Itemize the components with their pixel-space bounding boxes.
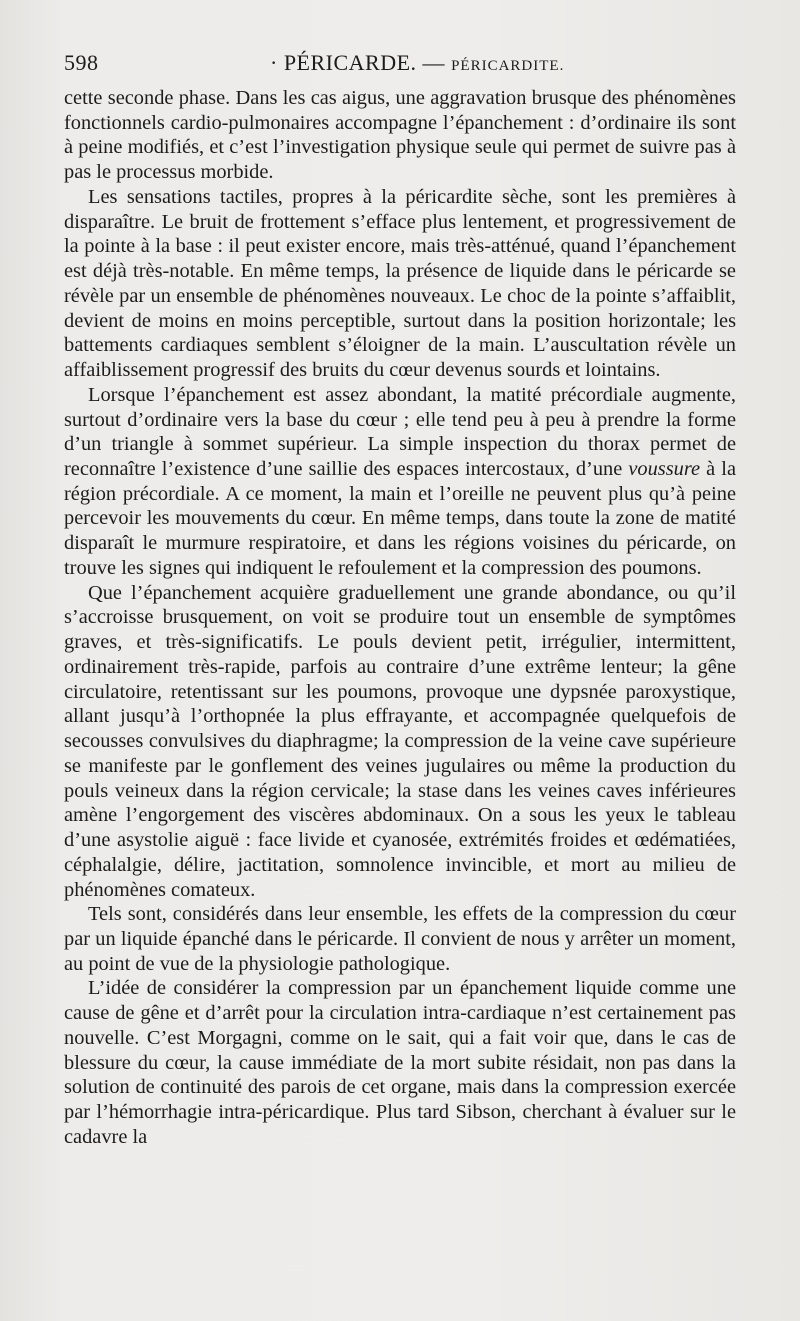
page-number: 598: [64, 50, 99, 75]
running-title: [270, 48, 564, 81]
paragraph-5: Tels sont, considérés dans leur ensemble, les effets de la compression du cœur par un liquide épanché dans le péricarde. Il convient de nous y arrêter un moment, au point de vue de la physiologie pathologique.: [64, 903, 736, 975]
paragraph-2: Les sensations tactiles, propres à la péricardite sèche, sont les premières à disparaître. Le bruit de frottement s’efface plus lentement, et progressivement de la pointe à la base : il peut exister encore, mais très-atténué, quand l’épanchement est déjà très-notable. En même temps, la présence de liquide dans le péricarde se révèle par un ensemble de phénomènes nouveaux. Le choc de la pointe s’affaiblit, devient de moins en moins perceptible, surtout dans la position horizontale; les battements cardiaques semblent s’éloigner de la main. L’auscultation révèle un affaiblissement progressif des bruits du cœur devenus sourds et lointains.: [64, 185, 736, 382]
paragraph-1: cette seconde phase. Dans les cas aigus, une aggravation brusque des phénomènes fonctionnels cardio-pulmonaires accompagne l’épanchement : d’ordinaire ils sont à peine modifiés, et c’est l’investigation physique seule qui permet de suivre pas à pas le processus morbide.: [64, 87, 736, 184]
paragraph-6: L’idée de considérer la compression par un épanchement liquide comme une cause de gêne et d’arrêt pour la circulation intra-cardiaque n’est certainement pas nouvelle. C’est Morgagni, comme on le sait, qui a fait voir que, dans le cas de blessure du cœur, la cause immédiate de la mort subite résidait, non pas dans la solution de continuité des parois de cet organe, mais dans la compression exercée par l’hémorrhagie intra-péricardique. Plus tard Sibson, cherchant à évaluer sur le cadavre la: [64, 977, 736, 1148]
paragraph-3: [64, 383, 736, 581]
paragraph-4: Que l’épanchement acquière graduellement une grande abondance, ou qu’il s’accroisse brusquement, on voit se produire tout un ensemble de symptômes graves, et très-significatifs. Le pouls devient petit, irrégulier, intermittent, ordinairement très-rapide, parfois au contraire d’une extrême lenteur; la gêne circulatoire, retentissant sur les poumons, provoque une dypsnée paroxystique, allant jusqu’à l’orthopnée la plus effrayante, et accompagnée quelquefois de secousses convulsives du diaphragme; la compression de la veine cave supérieure se manifeste par le gonflement des veines jugulaires ou même la production du pouls veineux dans la région cervicale; la stase dans les veines caves inférieures amène l’engorgement des viscères abdominaux. On a sous les yeux le tableau d’une asystolie aiguë : face livide et cyanosée, extrémités froides et œdématiées, céphalalgie, délire, jactitation, somnolence invincible, et mort au milieu de phénomènes comateux.: [64, 581, 736, 901]
running-header: [64, 48, 736, 78]
paragraph-3-part-2: à la région précordiale. A ce moment, la main et l’oreille ne peuvent plus qu’à peine percevoir les mouvements du cœur. En même temps, dans toute la zone de matité disparaît le murmure respiratoire, et dans les régions voisines du péricarde, on trouve les signes qui indiquent le refoulement et la compression des poumons.: [64, 458, 737, 579]
running-title-main: · PÉRICARDE. —: [270, 50, 446, 75]
running-title-sub: PÉRICARDITE.: [451, 58, 565, 74]
paragraph-3-part-1: Lorsque l’épanchement est assez abondant, la matité précordiale augmente, surtout d’ordinaire vers la base du cœur ; elle tend peu à peu à prendre la forme d’un triangle à sommet supérieur. La simple inspection du thorax permet de reconnaître l’existence d’une saillie des espaces intercostaux, d’une: [64, 383, 736, 481]
body-text: [64, 86, 736, 1150]
italic-term: voussure: [628, 458, 701, 481]
